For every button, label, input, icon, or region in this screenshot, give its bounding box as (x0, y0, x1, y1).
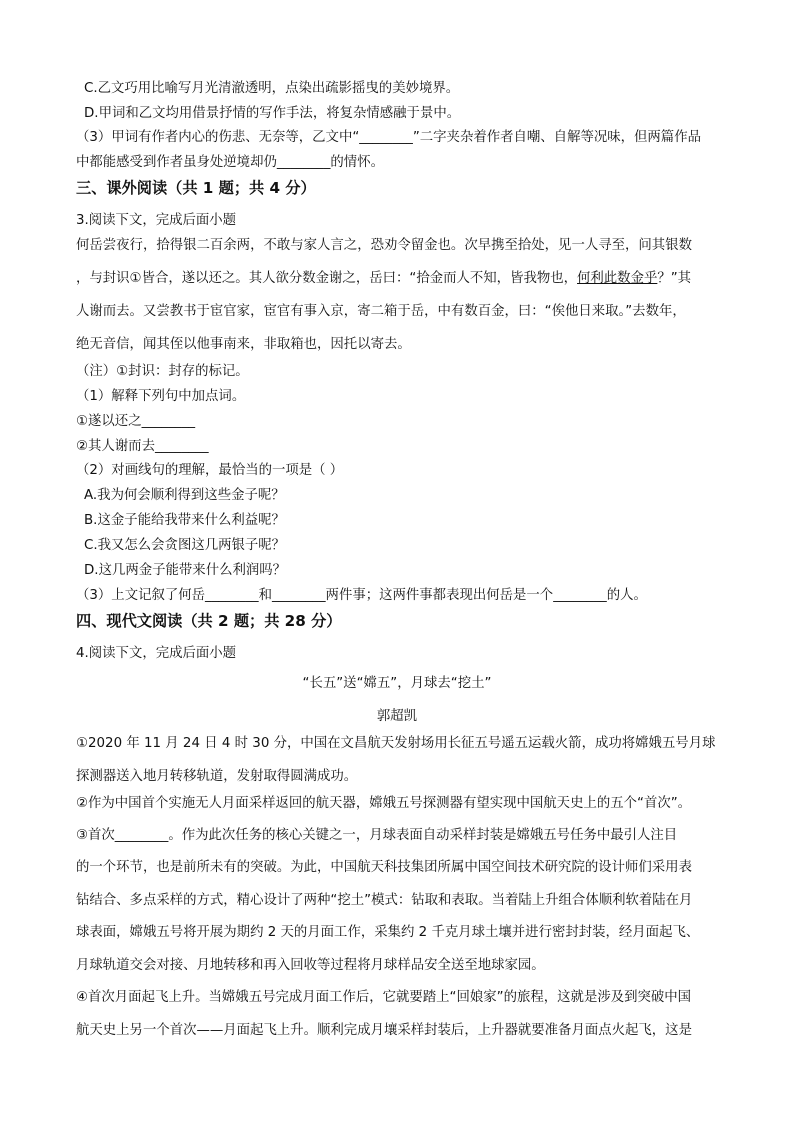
choice-a: A.我为何会顺利得到这些金子呢？ (84, 488, 285, 503)
footnote: （注）①封识：封存的标记。 (76, 364, 249, 379)
article-line: 球表面，嫦娥五号将开展为期约 2 天的月面工作，采集约 2 千克月球土壤并进行密封封装，经月面起飞、 (76, 925, 700, 940)
passage-line-2-end: ？”其 (657, 271, 692, 286)
article-line: 的一个环节，也是前所未有的突破。为此，中国航天科技集团所属中国空间技术研究院的设计师们采用表 (76, 860, 692, 875)
question-3-line-1: （3）甲词有作者内心的伤悲、无奈等，乙文中“________”二字夹杂着作者自嘲、自解等况味，但两篇作品 (76, 130, 701, 145)
choice-b: B.这金子能给我带来什么利益呢？ (84, 513, 285, 528)
passage-line-3: 人谢而去。又尝教书于宦官家，宦官有事入京，寄二箱于岳，中有数百金，曰：“俟他日来取。”去数年， (76, 304, 686, 319)
article-author: 郭超凯 (376, 709, 418, 724)
section-4-intro: 4.阅读下文，完成后面小题 (76, 646, 237, 661)
article-line: 月球轨道交会对接、月地转移和再入回收等过程将月球样品安全送至地球家园。 (76, 958, 545, 973)
option-c: C.乙文巧用比喻写月光清澈透明，点染出疏影摇曳的美妙境界。 (84, 81, 460, 96)
article-line: 航天史上另一个首次——月面起飞上升。顺利完成月壤采样封装后，上升器就要准备月面点火起飞，这是 (76, 1023, 692, 1038)
section-3-heading: 三、课外阅读（共 1 题；共 4 分） (76, 179, 316, 197)
article-line: 钻结合、多点采样的方式，精心设计了两种“挖土”模式：钻取和表取。当着陆上升组合体顺利软着陆在月 (76, 893, 693, 908)
sub-question-3: （3）上文记叙了何岳________和________两件事；这两件事都表现出何岳是一个________的人。 (76, 588, 647, 603)
sub-question-2: （2）对画线句的理解，最恰当的一项是（ ） (76, 463, 344, 478)
passage-line-1: 何岳尝夜行，拾得银二百余两，不敢与家人言之，恐劝令留金也。次早携至拾处，见一人寻至，问其银数 (76, 238, 692, 253)
passage-line-2-text: ，与封识①皆合，遂以还之。其人欲分数金谢之，岳曰：“拾金而人不知，皆我物也， (76, 271, 578, 286)
sub-question-1-b: ②其人谢而去________ (76, 439, 209, 454)
sub-question-1: （1）解释下列句中加点词。 (76, 389, 246, 404)
option-d: D.甲词和乙文均用借景抒情的写作手法，将复杂情感融于景中。 (84, 106, 461, 121)
choice-c: C.我又怎么会贪图这几两银子呢？ (84, 538, 286, 553)
section-3-intro: 3.阅读下文，完成后面小题 (76, 213, 237, 228)
sub-question-1-a: ①遂以还之________ (76, 414, 196, 429)
article-title: “长五”送“嫦五”，月球去“挖土” (302, 676, 492, 691)
article-line: ③首次________。作为此次任务的核心关键之一，月球表面自动采样封装是嫦娥五号任务中最引人注目 (76, 828, 678, 843)
passage-line-2 (76, 269, 718, 289)
underlined-sentence: 何利此数金乎 (577, 271, 658, 286)
choice-d: D.这几两金子能带来什么利润吗？ (84, 563, 287, 578)
article-line: ②作为中国首个实施无人月面采样返回的航天器，嫦娥五号探测器有望实现中国航天史上的五个“首次”。 (76, 796, 692, 811)
question-3-line-2: 中都能感受到作者虽身处逆境却仍________的情怀。 (76, 155, 384, 170)
passage-line-4: 绝无音信，闻其侄以他事南来，非取箱也，因托以寄去。 (76, 337, 411, 352)
article-line: 探测器送入地月转移轨道，发射取得圆满成功。 (76, 769, 358, 784)
article-line: ④首次月面起飞上升。当嫦娥五号完成月面工作后，它就要踏上“回娘家”的旅程，这就是涉及到突破中国 (76, 990, 692, 1005)
section-4-heading: 四、现代文阅读（共 2 题；共 28 分） (76, 612, 342, 630)
article-line: ①2020 年 11 月 24 日 4 时 30 分，中国在文昌航天发射场用长征五号遥五运载火箭，成功将嫦娥五号月球 (76, 736, 716, 751)
